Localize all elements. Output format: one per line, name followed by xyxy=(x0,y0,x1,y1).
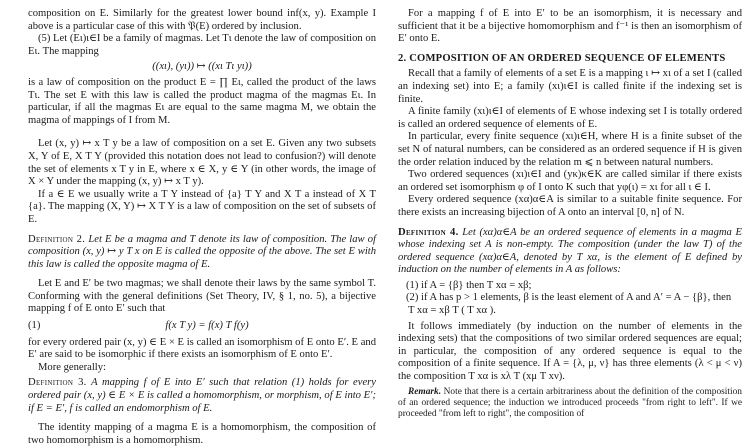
definition-body: A mapping f of E into E′ such that relation (1) holds for every ordered pair (x, y) ∈ E × E is called a homomorphism, or morphism, of E into E′; if E = E′, f is called an endomorphism of E. xyxy=(28,377,376,414)
right-column xyxy=(398,0,742,421)
definition-body: Let E be a magma and T denote its law of composition. The law of composition (x, y) ↦ y T x on E is called the opposite of the above. The set E with this law is called the opposite magma of E. xyxy=(28,233,376,270)
left-column xyxy=(28,0,376,447)
definition-heading: Definition 3. xyxy=(28,377,87,389)
paragraph: If a ∈ E we usually write a T Y instead of {a} T Y and X T a instead of X T {a}. The mapping (X, Y) ↦ X T Y is a law of composition on the set of subsets of E. xyxy=(28,188,376,225)
definition-3 xyxy=(28,377,376,415)
definition-2 xyxy=(28,234,376,272)
paragraph: It follows immediately (by induction on the number of elements in the indexing sets) that the compositions of two similar ordered sequences are equal; in particular, the composition of any ordered sequence is equal to the composition of a finite sequence. If A = {λ, μ, ν} has three elements (λ < μ < ν) the composition T xα is xλ T (xμ T xν). xyxy=(398,320,742,383)
definition-4 xyxy=(398,227,742,277)
left-running-header xyxy=(28,0,376,8)
paragraph: A finite family (xι)ι∈I of elements of E whose indexing set I is totally ordered is called an ordered sequence of elements of E. xyxy=(398,106,742,130)
remark-body: Note that there is a certain arbitrariness about the definition of the composition of an ordered sequence; the induction we introduced proceeds "from right to left". If we proceeded "from left to right", the composition of xyxy=(398,386,742,420)
display-formula: ((xι), (yι)) ↦ ((xι Tι yι)) xyxy=(152,61,252,73)
equation-body: f(x T y) = f(x) T f(y) xyxy=(165,320,249,332)
definition-heading: Definition 4. xyxy=(398,226,459,238)
paragraph: In particular, every finite sequence (xι)ι∈H, where H is a finite subset of the set N of natural numbers, can be considered as an ordered sequence if H is given the order relation induced by the relation m ⩽ n between natural numbers. xyxy=(398,131,742,168)
list-item-formula: T xα = xβ T ( T xα ). xyxy=(408,305,496,317)
definition-body: Let (xα)α∈A be an ordered sequence of elements in a magma E whose indexing set A is non-empty. The composition (under the law T) of the ordered sequence (xα)α∈A, denoted by T xα, is the element of E defined by induction on the number of elements in A as follows: xyxy=(398,226,742,276)
paragraph: composition on E. Similarly for the greatest lower bound inf(x, y). Example I above is a particular case of this with 𝔓(E) ordered by inclusion. xyxy=(28,8,376,32)
equation-1 xyxy=(28,320,376,333)
remark-heading: Remark. xyxy=(408,386,442,397)
paragraph: For a mapping f of E into E′ to be an isomorphism, it is necessary and sufficient that it be a bijective homomorphism and f⁻¹ is then an isomorphism of E′ onto E. xyxy=(398,8,742,45)
paragraph: Let (x, y) ↦ x T y be a law of composition on a set E. Given any two subsets X, Y of E, X T Y (provided this notation does not lead to confusion?) will denote the set of elements x T y in E, where x ∈ X, y ∈ Y (in other words, the image of X × Y under the mapping (x, y) ↦ x T y). xyxy=(28,138,376,188)
paragraph: Recall that a family of elements of a set E is a mapping ι ↦ xι of a set I (called an indexing set) into E; a family (xι)ι∈I is called finite if the indexing set is finite. xyxy=(398,68,742,105)
list-item: (1) if A = {β} then T xα = xβ; xyxy=(406,279,532,291)
remark xyxy=(398,387,742,421)
paragraph: The identity mapping of a magma E is a homomorphism, the composition of two homomorphism is a homomorphism. xyxy=(28,422,376,446)
paragraph: (5) Let (Eι)ι∈I be a family of magmas. Let Tι denote the law of composition on Eι. The mapping xyxy=(28,33,376,57)
definition-heading: Definition 2. xyxy=(28,233,86,245)
paragraph: Let E and E′ be two magmas; we shall denote their laws by the same symbol T. Conforming with the general definitions (Set Theory, IV, § 1, no. 5), a bijective mapping f of E onto E′ such that xyxy=(28,278,376,315)
paragraph: More generally: xyxy=(38,361,106,373)
right-running-header xyxy=(398,0,742,8)
paragraph: for every ordered pair (x, y) ∈ E × E is called an isomorphism of E onto E′. E and E′ are said to be isomorphic if there exists an isomorphism of E onto E′. xyxy=(28,336,376,361)
paragraph: is a law of composition on the product E = ∏ Eι, called the product of the laws Tι. The set E with this law is called the product magma of the magmas Eι. In particular, if all the magmas Eι are equal to the same magma M, we obtain the magma of mappings of I from M. xyxy=(28,76,376,126)
list-item: (2) if A has p > 1 elements, β is the least element of A and A′ = A − {β}, then xyxy=(406,292,732,304)
section-heading: 2. COMPOSITION OF AN ORDERED SEQUENCE OF ELEMENTS xyxy=(398,52,726,64)
equation-number: (1) xyxy=(28,320,41,332)
paragraph: Two ordered sequences (xι)ι∈I and (yκ)κ∈K are called similar if there exists an ordered set isomorphism φ of I onto K such that yφ(ι) = xι for all ι ∈ I. xyxy=(398,169,742,193)
paragraph: Every ordered sequence (xα)α∈A is similar to a suitable finite sequence. For there exists an increasing bijection of A onto an interval [0, n] of N. xyxy=(398,194,742,218)
